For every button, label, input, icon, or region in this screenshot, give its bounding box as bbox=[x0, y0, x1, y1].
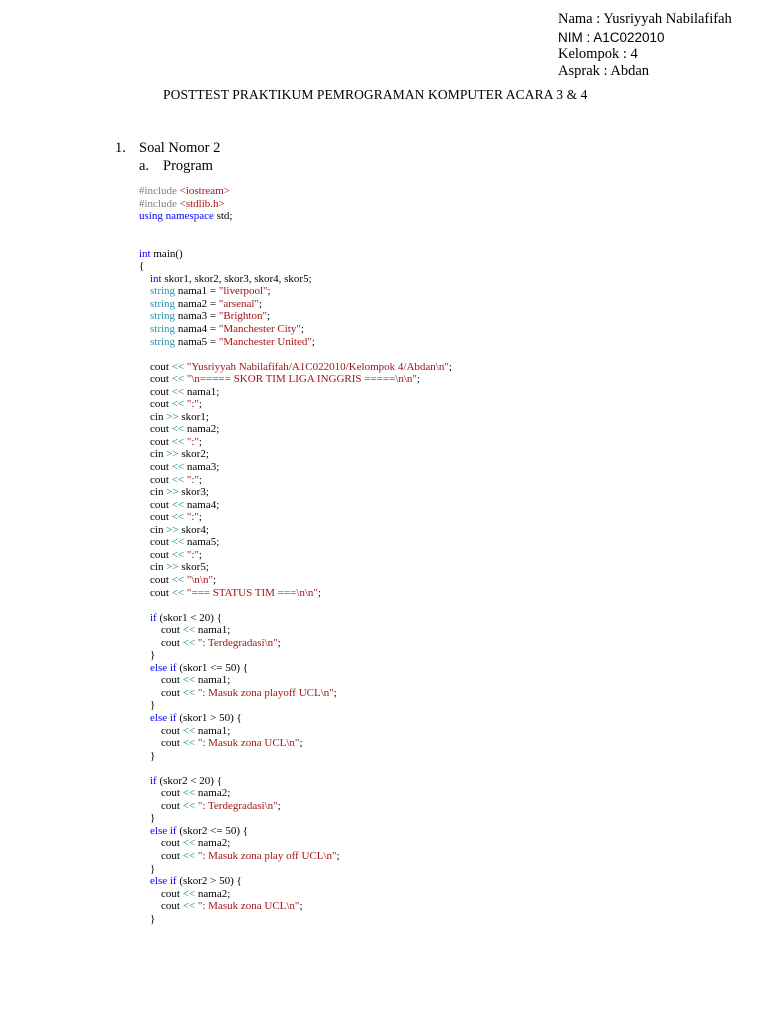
code-line bbox=[139, 837, 749, 850]
code-token: << bbox=[171, 586, 185, 599]
code-token: "=== STATUS TIM ===\n\n" bbox=[186, 586, 318, 599]
code-token: cout bbox=[139, 724, 183, 737]
code-token bbox=[139, 875, 150, 887]
code-token: ; bbox=[317, 586, 321, 599]
code-token: cin bbox=[139, 410, 167, 423]
code-line bbox=[139, 612, 749, 625]
code-token: } bbox=[139, 749, 156, 762]
code-token bbox=[139, 662, 150, 674]
code-token: cout bbox=[139, 686, 183, 699]
code-line bbox=[139, 210, 749, 223]
code-token: >> bbox=[166, 448, 179, 461]
code-token: nama1; bbox=[184, 385, 220, 398]
code-token: "liverpool" bbox=[218, 285, 268, 298]
code-token: <iostream> bbox=[179, 185, 230, 197]
code-token: skor2; bbox=[178, 448, 209, 461]
code-token: else if bbox=[150, 661, 177, 674]
code-line bbox=[139, 511, 749, 524]
code-token: if bbox=[150, 611, 157, 624]
code-token: cout bbox=[139, 536, 172, 549]
code-line bbox=[139, 574, 749, 587]
code-line bbox=[139, 587, 749, 600]
code-token: cout bbox=[139, 737, 183, 750]
code-token: if bbox=[150, 774, 157, 787]
code-token: cout bbox=[139, 473, 172, 486]
code-token: ; bbox=[212, 573, 217, 586]
code-token bbox=[139, 612, 150, 624]
code-token bbox=[139, 273, 150, 285]
code-token: nama1 = bbox=[175, 285, 219, 298]
section-title: Soal Nomor 2 bbox=[139, 140, 221, 156]
code-line bbox=[139, 599, 749, 612]
code-token: cout bbox=[139, 373, 172, 386]
code-token: cin bbox=[139, 561, 167, 574]
code-token bbox=[139, 336, 150, 348]
code-token: nama1; bbox=[195, 624, 231, 637]
code-token: } bbox=[139, 812, 156, 825]
code-token: cout bbox=[139, 624, 183, 637]
header-name: Nama : Yusriyyah Nabilafifah bbox=[558, 11, 732, 27]
code-token bbox=[139, 825, 150, 837]
code-token: } bbox=[139, 912, 156, 925]
code-line bbox=[139, 674, 749, 687]
code-line bbox=[139, 423, 749, 436]
code-token: << bbox=[182, 887, 196, 900]
code-line bbox=[139, 900, 749, 913]
code-line bbox=[139, 386, 749, 399]
code-token bbox=[139, 310, 150, 322]
code-token: ; bbox=[266, 310, 270, 323]
code-line bbox=[139, 825, 749, 838]
code-token: ; bbox=[336, 849, 340, 862]
code-token: nama3; bbox=[184, 461, 220, 474]
code-token: "Manchester United" bbox=[218, 335, 312, 348]
code-token: cout bbox=[139, 398, 172, 411]
code-line bbox=[139, 888, 749, 901]
code-line bbox=[139, 185, 749, 198]
code-token: << bbox=[182, 849, 196, 862]
code-token: (skor2 <= 50) { bbox=[176, 824, 249, 837]
code-line bbox=[139, 637, 749, 650]
code-token: cout bbox=[139, 385, 172, 398]
code-token: cout bbox=[139, 787, 183, 800]
code-line bbox=[139, 448, 749, 461]
code-token: } bbox=[139, 649, 156, 662]
code-token: nama2; bbox=[195, 887, 231, 900]
code-token: using namespace bbox=[139, 210, 214, 223]
code-token: ; bbox=[198, 398, 202, 411]
code-token: "\n\n" bbox=[186, 573, 213, 586]
code-token: cout bbox=[139, 799, 183, 812]
code-token: ; bbox=[299, 737, 303, 750]
code-line bbox=[139, 499, 749, 512]
code-token: string bbox=[150, 335, 176, 348]
code-line bbox=[139, 649, 749, 662]
code-line bbox=[139, 762, 749, 775]
code-token: << bbox=[171, 536, 185, 549]
code-token bbox=[139, 775, 150, 787]
code-token: ": Terdegradasi\n" bbox=[197, 799, 278, 812]
code-token: skor1; bbox=[178, 410, 209, 423]
code-token: string bbox=[150, 310, 176, 323]
code-token: { bbox=[139, 260, 145, 273]
code-token: #include bbox=[139, 197, 180, 210]
code-token: nama5; bbox=[184, 536, 220, 549]
code-token: ; bbox=[267, 285, 271, 298]
code-line bbox=[139, 800, 749, 813]
header-kelompok: Kelompok : 4 bbox=[558, 46, 638, 62]
code-token: << bbox=[171, 461, 185, 474]
code-token: ; bbox=[198, 548, 202, 561]
code-token: ":" bbox=[186, 435, 199, 448]
code-token: (skor1 <= 50) { bbox=[176, 661, 249, 674]
subsection-title: Program bbox=[163, 158, 213, 174]
code-token: ": Masuk zona UCL\n" bbox=[197, 737, 300, 750]
code-line bbox=[139, 323, 749, 336]
code-token: << bbox=[182, 787, 196, 800]
code-token: cout bbox=[139, 674, 183, 687]
code-token: >> bbox=[166, 486, 179, 499]
code-line bbox=[139, 235, 749, 248]
code-line bbox=[139, 524, 749, 537]
code-token: string bbox=[150, 285, 176, 298]
code-line bbox=[139, 198, 749, 211]
code-token: cout bbox=[139, 636, 183, 649]
code-token: ": Masuk zona UCL\n" bbox=[197, 900, 300, 913]
code-line bbox=[139, 561, 749, 574]
code-token bbox=[139, 298, 150, 310]
code-token: << bbox=[171, 398, 185, 411]
code-token: nama2 = bbox=[175, 297, 219, 310]
code-token: << bbox=[171, 360, 185, 373]
code-token: >> bbox=[166, 561, 179, 574]
code-line bbox=[139, 298, 749, 311]
code-token: } bbox=[139, 862, 156, 875]
code-token: ; bbox=[258, 297, 263, 310]
code-token: string bbox=[150, 323, 176, 336]
code-line bbox=[139, 536, 749, 549]
code-token: cout bbox=[139, 837, 183, 850]
code-token: ; bbox=[198, 511, 202, 524]
code-line bbox=[139, 913, 749, 926]
code-token: skor5; bbox=[178, 561, 209, 574]
code-token: ; bbox=[300, 323, 304, 336]
code-token: cout bbox=[139, 511, 172, 524]
code-token: nama1; bbox=[195, 674, 231, 687]
code-token: ; bbox=[277, 799, 281, 812]
code-token: ":" bbox=[186, 473, 199, 486]
code-line bbox=[139, 411, 749, 424]
code-line bbox=[139, 436, 749, 449]
code-token: skor4; bbox=[178, 523, 209, 536]
code-line bbox=[139, 699, 749, 712]
code-line bbox=[139, 310, 749, 323]
code-token: ":" bbox=[186, 398, 199, 411]
code-token: << bbox=[171, 548, 185, 561]
code-token: #include bbox=[139, 185, 180, 197]
code-line bbox=[139, 750, 749, 763]
code-token: else if bbox=[150, 824, 177, 837]
code-token: << bbox=[171, 473, 185, 486]
code-token: << bbox=[171, 423, 185, 436]
code-token: cin bbox=[139, 523, 167, 536]
code-token: cout bbox=[139, 548, 172, 561]
code-token: << bbox=[182, 636, 196, 649]
code-line bbox=[139, 223, 749, 236]
code-listing bbox=[139, 185, 749, 925]
code-line bbox=[139, 348, 749, 361]
code-token: << bbox=[171, 435, 185, 448]
code-token: >> bbox=[166, 523, 179, 536]
code-line bbox=[139, 687, 749, 700]
code-line bbox=[139, 373, 749, 386]
code-line bbox=[139, 549, 749, 562]
code-token: << bbox=[171, 511, 185, 524]
code-token: nama5 = bbox=[175, 335, 219, 348]
code-token: cout bbox=[139, 461, 172, 474]
code-line bbox=[139, 285, 749, 298]
code-token: nama4 = bbox=[175, 323, 219, 336]
code-token: int bbox=[150, 272, 162, 285]
code-token: cout bbox=[139, 900, 183, 913]
code-line bbox=[139, 662, 749, 675]
code-line bbox=[139, 248, 749, 261]
code-token: ; bbox=[277, 636, 281, 649]
code-token: nama2; bbox=[195, 837, 231, 850]
code-token: cout bbox=[139, 435, 172, 448]
code-token: (skor2 > 50) { bbox=[176, 875, 242, 888]
code-token: cout bbox=[139, 423, 172, 436]
code-token: << bbox=[182, 724, 196, 737]
code-token: ": Terdegradasi\n" bbox=[197, 636, 278, 649]
code-token: nama1; bbox=[195, 724, 231, 737]
code-token: ; bbox=[448, 360, 452, 373]
code-token: ; bbox=[198, 473, 202, 486]
code-line bbox=[139, 624, 749, 637]
code-token: << bbox=[182, 624, 196, 637]
code-line bbox=[139, 486, 749, 499]
code-token: << bbox=[171, 573, 185, 586]
code-token: ; bbox=[198, 435, 202, 448]
code-line bbox=[139, 775, 749, 788]
code-token: skor1, skor2, skor3, skor4, skor5; bbox=[161, 272, 312, 285]
code-token: skor3; bbox=[178, 486, 209, 499]
code-token: ; bbox=[311, 335, 315, 348]
code-line bbox=[139, 725, 749, 738]
code-token: >> bbox=[166, 410, 179, 423]
code-token: cout bbox=[139, 573, 172, 586]
code-line bbox=[139, 850, 749, 863]
code-token: ":" bbox=[186, 511, 199, 524]
code-token: "Yusriyyah Nabilafifah/A1C022010/Kelompok 4/Abdan\n" bbox=[186, 360, 449, 373]
code-token: <stdlib.h> bbox=[179, 197, 225, 210]
code-token: nama4; bbox=[184, 498, 220, 511]
code-token: "arsenal" bbox=[218, 297, 259, 310]
code-token: ; bbox=[299, 900, 303, 913]
header-nim: NIM : A1C022010 bbox=[558, 30, 665, 45]
code-token: else if bbox=[150, 875, 177, 888]
code-token: << bbox=[171, 373, 185, 386]
code-token: ; bbox=[333, 686, 337, 699]
code-token: nama3 = bbox=[175, 310, 219, 323]
code-token: << bbox=[182, 837, 196, 850]
document-title: POSTTEST PRAKTIKUM PEMROGRAMAN KOMPUTER ACARA 3 & 4 bbox=[163, 87, 588, 102]
code-line bbox=[139, 461, 749, 474]
code-token: (skor1 > 50) { bbox=[176, 711, 242, 724]
code-line bbox=[139, 361, 749, 374]
code-token: cout bbox=[139, 498, 172, 511]
code-token: nama2; bbox=[184, 423, 220, 436]
code-token: ": Masuk zona playoff UCL\n" bbox=[197, 686, 334, 699]
code-token bbox=[139, 323, 150, 335]
code-line bbox=[139, 737, 749, 750]
code-token: "Manchester City" bbox=[218, 323, 301, 336]
code-token: cin bbox=[139, 448, 167, 461]
code-token: cout bbox=[139, 849, 183, 862]
code-token: (skor1 < 20) { bbox=[156, 611, 222, 624]
code-token: ":" bbox=[186, 548, 199, 561]
code-token: << bbox=[171, 498, 185, 511]
code-token bbox=[139, 712, 150, 724]
code-line bbox=[139, 875, 749, 888]
code-token: << bbox=[182, 737, 196, 750]
code-token: else if bbox=[150, 711, 177, 724]
code-token: main() bbox=[150, 247, 183, 260]
code-token: << bbox=[171, 385, 185, 398]
section-number: 1. bbox=[115, 140, 126, 156]
code-line bbox=[139, 787, 749, 800]
code-token bbox=[139, 285, 150, 297]
code-line bbox=[139, 398, 749, 411]
code-token: cout bbox=[139, 887, 183, 900]
header-asprak: Asprak : Abdan bbox=[558, 63, 650, 79]
code-token: std; bbox=[213, 210, 233, 223]
code-token: cout bbox=[139, 360, 172, 373]
code-line bbox=[139, 712, 749, 725]
code-token: << bbox=[182, 674, 196, 687]
code-token: int bbox=[139, 247, 151, 260]
code-token: nama2; bbox=[195, 787, 231, 800]
code-line bbox=[139, 273, 749, 286]
code-token: (skor2 < 20) { bbox=[156, 774, 222, 787]
code-line bbox=[139, 812, 749, 825]
code-token: << bbox=[182, 686, 196, 699]
code-line bbox=[139, 474, 749, 487]
code-token: string bbox=[150, 297, 176, 310]
code-line bbox=[139, 336, 749, 349]
code-token: } bbox=[139, 699, 156, 712]
code-token: ; bbox=[416, 373, 420, 386]
code-token: cin bbox=[139, 486, 167, 499]
code-line bbox=[139, 863, 749, 876]
code-token: "\n===== SKOR TIM LIGA INGGRIS =====\n\n" bbox=[186, 373, 417, 386]
code-token: ": Masuk zona play off UCL\n" bbox=[197, 849, 337, 862]
code-token: "Brighton" bbox=[218, 310, 267, 323]
code-line bbox=[139, 260, 749, 273]
code-token: << bbox=[182, 900, 196, 913]
code-token: cout bbox=[139, 586, 172, 599]
code-token: << bbox=[182, 799, 196, 812]
subsection-letter: a. bbox=[139, 158, 150, 174]
